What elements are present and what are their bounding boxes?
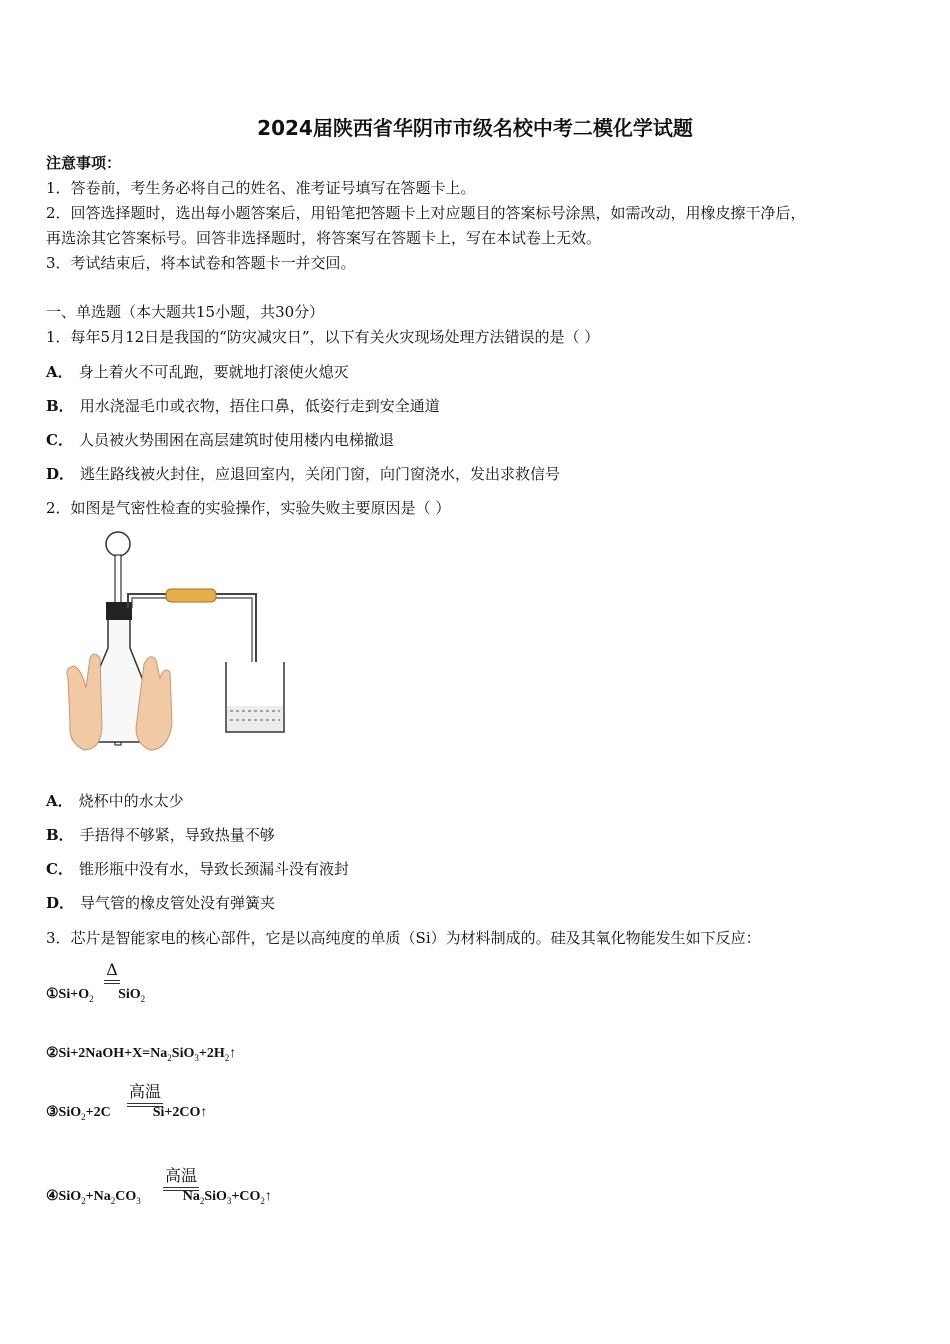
option-text: 逃生路线被火封住，应退回室内，关闭门窗，向门窗浇水，发出求救信号 xyxy=(80,465,561,483)
option-letter: B． xyxy=(46,397,74,415)
q2-option-a xyxy=(46,790,184,811)
equals-bar xyxy=(104,980,120,984)
q1-option-c xyxy=(46,429,394,450)
option-text: 身上着火不可乱跑，要就地打滚使火熄灭 xyxy=(78,363,349,381)
option-text: 手捂得不够紧，导致热量不够 xyxy=(79,826,275,844)
funnel-bulb xyxy=(106,532,130,556)
option-letter: C． xyxy=(46,431,73,449)
high-temp-label: 高温 xyxy=(164,1166,197,1185)
question-3-stem: 3．芯片是智能家电的核心部件，它是以高纯度的单质（Si）为材料制成的。硅及其氧化物能发生如下反应： xyxy=(46,929,761,947)
q2-option-b xyxy=(46,824,275,845)
reaction-3-condition xyxy=(127,1079,163,1107)
option-letter: D． xyxy=(46,465,75,483)
option-letter: D． xyxy=(46,894,75,912)
beaker-water xyxy=(227,706,283,731)
reaction-3: ③SiO$_2$+2C Si+2CO↑ xyxy=(46,1105,208,1122)
option-letter: A． xyxy=(46,363,73,381)
option-text: 人员被火势围困在高层建筑时使用楼内电梯撤退 xyxy=(78,431,394,449)
rubber-hose xyxy=(166,589,216,602)
q1-option-d xyxy=(46,463,560,484)
notice-item-2: 2．回答选择题时，选出每小题答案后，用铅笔把答题卡上对应题目的答案标号涂黑，如需改动，用橡皮擦干净后， xyxy=(46,204,806,222)
airtightness-apparatus-figure xyxy=(60,528,300,754)
q1-option-a xyxy=(46,361,349,382)
notice-item-3: 3．考试结束后，将本试卷和答题卡一并交回。 xyxy=(46,254,356,272)
option-letter: B． xyxy=(46,826,74,844)
option-letter: A． xyxy=(46,792,73,810)
option-text: 用水浇湿毛巾或衣物，捂住口鼻，低姿行走到安全通道 xyxy=(79,397,440,415)
option-text: 锥形瓶中没有水，导致长颈漏斗没有液封 xyxy=(78,860,349,878)
q1-option-b xyxy=(46,395,440,416)
reaction-4-condition xyxy=(163,1163,199,1191)
question-2-stem: 2．如图是气密性检查的实验操作，实验失败主要原因是（ ） xyxy=(46,499,451,517)
notice-heading: 注意事项： xyxy=(46,154,122,172)
option-letter: C． xyxy=(46,860,73,878)
reaction-2: $②Si+2NaOH+X=Na_2SiO_3+2H_2↑$ xyxy=(46,1046,237,1063)
q2-option-c xyxy=(46,858,349,879)
question-1-stem: 1．每年5月12日是我国的“防灾减灾日”，以下有关火灾现场处理方法错误的是（ ） xyxy=(46,328,600,346)
option-text: 烧杯中的水太少 xyxy=(78,792,184,810)
notice-item-2-cont: 再选涂其它答案标号。回答非选择题时，将答案写在答题卡上，写在本试卷上无效。 xyxy=(46,229,602,247)
section-heading: 一、单选题（本大题共15小题，共30分） xyxy=(46,303,325,321)
q2-option-d xyxy=(46,892,275,913)
heat-symbol: Δ xyxy=(106,960,118,979)
reaction-1-condition xyxy=(104,960,120,984)
notice-item-1: 1．答卷前，考生务必将自己的姓名、准考证号填写在答题卡上。 xyxy=(46,179,476,197)
page-title: 2024届陕西省华阴市市级名校中考二模化学试题 xyxy=(257,116,693,140)
right-hand xyxy=(136,657,172,750)
left-hand xyxy=(67,654,102,750)
reaction-1: $①Si+O_2$ SiO$_2$ xyxy=(46,987,146,1004)
high-temp-label: 高温 xyxy=(128,1082,161,1101)
option-text: 导气管的橡皮管处没有弹簧夹 xyxy=(80,894,276,912)
reaction-4: $④SiO_2+Na_2CO_3$ $Na_2SiO_3+CO_2↑$ xyxy=(46,1189,272,1206)
